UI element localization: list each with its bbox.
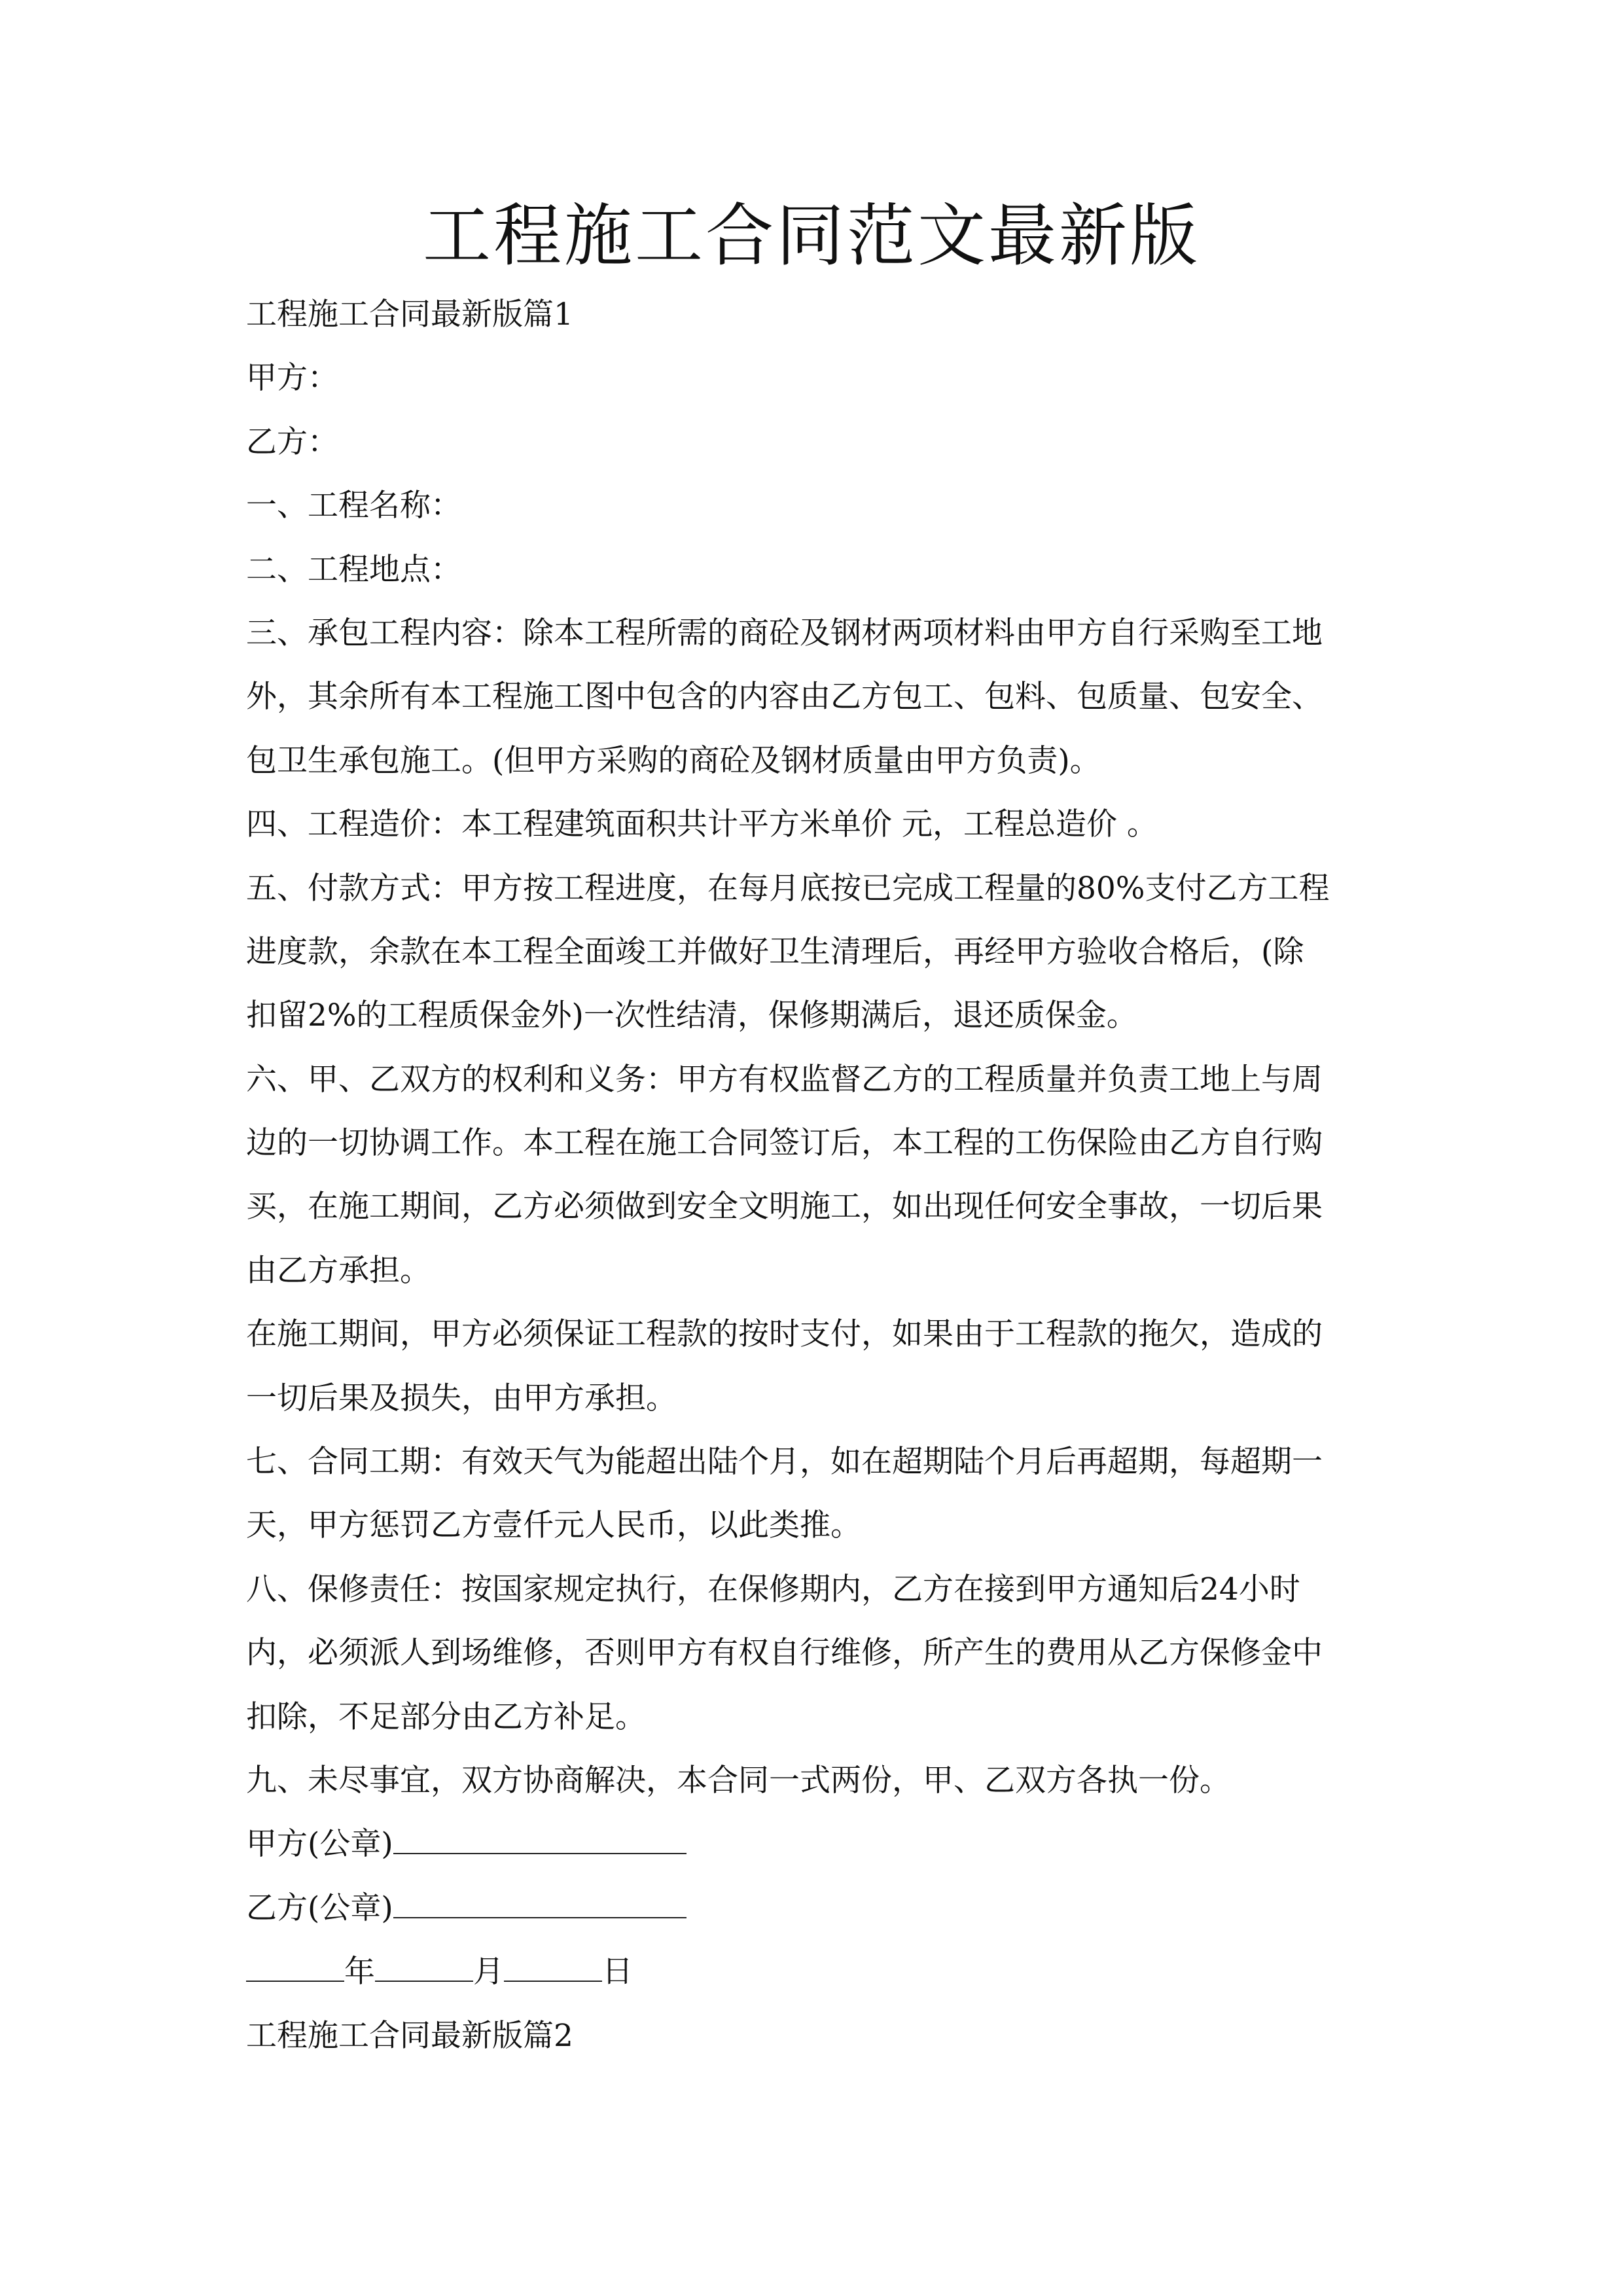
party-b-seal-blank: [393, 1893, 687, 1918]
clause-8-line: 扣除，不足部分由乙方补足。: [246, 1698, 646, 1735]
year-blank: [246, 1957, 344, 1982]
clause-3-line: 三、承包工程内容：除本工程所需的商砼及钢材两项材料由甲方自行采购至工地: [246, 615, 1323, 651]
clause-5-line: 进度款，余款在本工程全面竣工并做好卫生清理后，再经甲方验收合格后，(除: [246, 933, 1304, 970]
clause-6-line: 买，在施工期间，乙方必须做到安全文明施工，如出现任何安全事故，一切后果: [246, 1189, 1323, 1225]
clause-8-line: 八、保修责任：按国家规定执行，在保修期内，乙方在接到甲方通知后24小时: [246, 1571, 1300, 1607]
clause-6-extra-line: 在施工期间，甲方必须保证工程款的按时支付，如果由于工程款的拖欠，造成的: [246, 1316, 1323, 1353]
date-line: [246, 1940, 1424, 2003]
party-a-seal-line: [246, 1812, 1424, 1876]
document-title: 工程施工合同范文最新版: [422, 196, 1200, 276]
clause-2: 二、工程地点：: [246, 551, 461, 588]
document-body: [246, 283, 1424, 2068]
day-blank: [504, 1957, 602, 1982]
clause-8-line: 内，必须派人到场维修，否则甲方有权自行维修，所产生的费用从乙方保修金中: [246, 1635, 1323, 1672]
clause-7-line: 天，甲方惩罚乙方壹仟元人民币，以此类推。: [246, 1507, 861, 1544]
clause-7-line: 七、合同工期：有效天气为能超出陆个月，如在超期陆个月后再超期，每超期一: [246, 1444, 1323, 1480]
clause-4: 四、工程造价：本工程建筑面积共计平方米单价 元，工程总造价 。: [246, 806, 1158, 843]
party-a-seal-label: 甲方(公章): [246, 1826, 393, 1863]
clause-3-line: 外，其余所有本工程施工图中包含的内容由乙方包工、包料、包质量、包安全、: [246, 679, 1323, 715]
clause-6-line: 六、甲、乙双方的权利和义务：甲方有权监督乙方的工程质量并负责工地上与周: [246, 1061, 1323, 1098]
party-b-seal-label: 乙方(公章): [246, 1890, 393, 1926]
clause-5-line: 扣留2%的工程质保金外)一次性结清，保修期满后，退还质保金。: [246, 997, 1137, 1034]
clause-1: 一、工程名称：: [246, 488, 461, 524]
section-heading-2: 工程施工合同最新版篇2: [246, 2017, 573, 2054]
party-a-seal-blank: [393, 1829, 687, 1854]
party-b-seal-line: [246, 1876, 1424, 1940]
section-heading: 工程施工合同最新版篇1: [246, 296, 573, 332]
year-label: 年: [344, 1954, 375, 1990]
clause-5-line: 五、付款方式：甲方按工程进度，在每月底按已完成工程量的80%支付乙方工程: [246, 870, 1330, 906]
month-label: 月: [473, 1954, 504, 1990]
party-b-line: 乙方：: [246, 423, 338, 460]
clause-6-line: 边的一切协调工作。本工程在施工合同签订后，本工程的工伤保险由乙方自行购: [246, 1125, 1323, 1162]
clause-9: 九、未尽事宜，双方协商解决，本合同一式两份，甲、乙双方各执一份。: [246, 1762, 1230, 1799]
day-label: 日: [602, 1954, 633, 1990]
clause-3-line: 包卫生承包施工。(但甲方采购的商砼及钢材质量由甲方负责)。: [246, 742, 1101, 779]
party-a-line: 甲方：: [246, 360, 338, 397]
clause-6-extra-line: 一切后果及损失，由甲方承担。: [246, 1380, 677, 1416]
month-blank: [375, 1957, 473, 1982]
clause-6-line: 由乙方承担。: [246, 1252, 431, 1289]
